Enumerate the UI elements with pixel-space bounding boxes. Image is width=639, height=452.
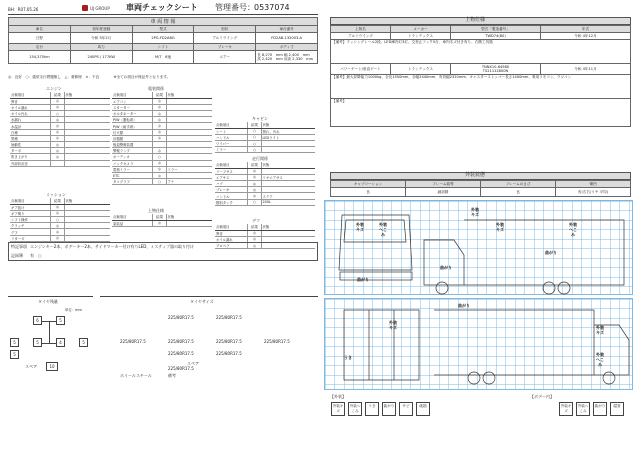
us-h-maker: メーカー <box>391 26 451 33</box>
engine-item: 黒煙 <box>10 135 50 141</box>
running-result: ◎ <box>247 193 261 199</box>
date-code: BH：R07.05.26 <box>8 7 39 12</box>
vv-shift: M/T 6速 <box>132 51 194 64</box>
vh-mileage: 走行 <box>9 44 71 51</box>
exterior-table <box>330 180 631 197</box>
electric-result: ○ <box>152 154 166 160</box>
upper-table <box>112 214 212 227</box>
tire-size-spare-label: スペア <box>187 361 199 366</box>
electric-state: ミラー <box>166 166 212 172</box>
vh-model: 型式 <box>132 26 194 33</box>
mission-table <box>10 198 110 242</box>
electric-item: 警報ランプ <box>112 148 152 154</box>
engine-row <box>10 160 110 166</box>
electric-item: P/W（助手席） <box>112 123 152 129</box>
mission-row <box>10 235 110 241</box>
electric-result: ◎ <box>152 160 166 166</box>
cabin-item: ミラー <box>215 147 247 153</box>
legend-box: 曲がり <box>593 402 607 416</box>
electric-col-state: 状態 <box>166 92 212 98</box>
mark-body-a: 曲がり <box>545 250 557 255</box>
electric-item: タコグラフ <box>112 179 152 185</box>
mark-side-c: 外装へこみ <box>596 352 604 367</box>
engine-result <box>50 160 64 166</box>
vv-first-reg: 令和 5年2月 <box>70 33 132 44</box>
running-state: リヤエアサス <box>261 174 315 180</box>
diff-result: ◎ <box>247 243 261 249</box>
mark-rear-b: うき <box>344 355 352 360</box>
running-col-state: 状態 <box>261 162 315 168</box>
electric-result: ◎ <box>152 117 166 123</box>
us-r1-maker: トランテックス <box>391 33 451 40</box>
mark-side-b: 外装キズ <box>596 325 604 335</box>
ex-h-dent: 傷凹 <box>556 181 631 188</box>
cabin-item: シート <box>215 128 247 134</box>
electric-table <box>112 92 212 185</box>
tire-size-fr: 225/80R17.5 <box>216 315 242 320</box>
upper-result: ◎ <box>152 220 166 226</box>
tire-wear-rlo: 5 <box>10 338 19 347</box>
ex-frame-rust: 良 <box>481 188 556 197</box>
cabin-title: キャビン <box>252 116 268 121</box>
electric-result: ◎ <box>152 123 166 129</box>
mission-result: ◎ <box>50 229 64 235</box>
wheel-lower-3 <box>603 372 615 384</box>
mission-result: ◎ <box>50 210 64 216</box>
tire-size-rro: 225/80R17.5 <box>264 339 290 344</box>
electric-result: ◎ <box>152 148 166 154</box>
ex-frame-bend: 細部錆 <box>406 188 481 197</box>
electric-state: アナ <box>166 179 212 185</box>
tire-size-rli: 225/80R17.5 <box>168 339 194 344</box>
cabin-state <box>261 147 315 153</box>
diff-item: プロペラ <box>215 243 247 249</box>
electric-result: ◎ <box>152 129 166 135</box>
electric-item: 電格ミラー <box>112 166 152 172</box>
electric-col-item: 点検項目 <box>112 92 152 98</box>
vv-chassis: FD2AB-132003-A <box>256 33 318 44</box>
diff-col-item: 点検項目 <box>215 224 247 230</box>
diff-col-state: 状態 <box>261 224 315 230</box>
truck-outline-svg <box>324 200 633 390</box>
cabin-result: ○ <box>247 134 261 140</box>
upper-spec-table <box>330 25 631 127</box>
tire-size-fl: 225/80R17.5 <box>168 315 194 320</box>
tire-wear-rli: 5 <box>33 338 42 347</box>
electric-row <box>112 179 212 185</box>
running-item: ブレーキ <box>215 187 247 193</box>
mark-cab-right: 外装キズ <box>471 207 479 217</box>
diff-col-result: 結果 <box>247 224 261 230</box>
upper-col-item: 点検項目 <box>112 214 152 220</box>
vv-brake: エアー <box>194 51 256 64</box>
mission-item: リターダ <box>10 235 50 241</box>
vv-mileage: 154,375km <box>9 51 71 64</box>
upper-title: 上物仕様 <box>148 208 164 213</box>
vh-name: 車名 <box>9 26 71 33</box>
record-book-label: 記録簿 <box>11 253 23 258</box>
mgmt-label: 管理番号： <box>215 3 255 12</box>
electric-item: ETC <box>112 172 152 178</box>
tire-wear-extra: 5 <box>10 350 19 359</box>
running-item: リーフサス <box>215 168 247 174</box>
legend-box: 外装へこみ <box>576 402 590 416</box>
body-rear-outline <box>344 310 419 380</box>
engine-item: 外部状況音 <box>10 160 50 166</box>
us-r2-serial: TS21112800N <box>482 69 509 73</box>
engine-item: オイル汚れ <box>10 111 50 117</box>
running-result: ◎ <box>247 181 261 187</box>
mission-item: ギア鳴り <box>10 210 50 216</box>
running-table <box>215 162 315 206</box>
cabin-row <box>215 147 315 153</box>
mark-cab-front: 外装キズ <box>356 222 364 232</box>
mission-result: ◎ <box>50 235 64 241</box>
vh-brake: ブレーキ <box>194 44 256 51</box>
ex-cab: 良 <box>331 188 406 197</box>
vh-shift: シフト <box>132 44 194 51</box>
mark-dent-a: 曲がり <box>357 277 369 282</box>
engine-item: オイル漏れ <box>10 104 50 110</box>
mission-item: ギア抜け <box>10 204 50 210</box>
running-row <box>215 199 315 205</box>
ex-dent: 有(右右/リヤ 平均) <box>556 188 631 197</box>
engine-item: 水温計 <box>10 123 50 129</box>
tire-size-spare: 225/80R17.5 <box>168 366 194 371</box>
engine-col-result: 結果 <box>50 92 64 98</box>
us-r2-maker: トランテックス <box>391 64 451 75</box>
mission-result: ◎ <box>50 204 64 210</box>
us-r2-name: パワーゲート/垂直ゲート <box>331 64 391 75</box>
us-remark-3: 【備考】 <box>331 99 631 127</box>
mark-rear-c: 曲がり <box>458 303 470 308</box>
upper-row <box>112 220 212 226</box>
tire-size-extra-2: 225/80R17.5 <box>216 351 242 356</box>
electric-item: エアコン <box>112 98 152 104</box>
mission-item: デフ <box>10 229 50 235</box>
running-item: エアサス <box>215 174 247 180</box>
running-item: ハンドル <box>215 193 247 199</box>
legend-box: 曲がり <box>382 402 396 416</box>
vv-dims-1: 長 8,270 mm 幅 2,400 mm <box>257 52 310 57</box>
diff-item: 異音 <box>215 230 247 236</box>
tire-wear-rri: 4 <box>56 338 65 347</box>
cabin-item: ワイパー <box>215 141 247 147</box>
electric-result: ◎ <box>152 104 166 110</box>
vv-shape: アルミウイング <box>194 33 256 44</box>
engine-item: ターボ <box>10 148 50 154</box>
electric-title: 電装関係 <box>148 86 164 91</box>
us-h-year: 年式 <box>541 26 631 33</box>
mission-col-state: 状態 <box>64 198 110 204</box>
mark-cab-left: 外装へこみ <box>379 222 387 237</box>
engine-title: エンジン <box>46 86 62 91</box>
brand-name: UJ GROUP <box>90 6 110 11</box>
legend-box: うき <box>365 402 379 416</box>
running-result: ◎ <box>247 168 261 174</box>
running-col-item: 点検項目 <box>215 162 247 168</box>
vehicle-info-title: 車 両 情 報 <box>9 18 318 26</box>
wheel-lower-2 <box>483 372 495 384</box>
mark-body-b: 外装へこみ <box>569 222 577 237</box>
cabin-result: ○ <box>247 128 261 134</box>
cabin-col-state: 状態 <box>261 122 315 128</box>
mark-dent-b: 曲がり <box>440 265 452 270</box>
running-state: 200L <box>261 199 315 205</box>
diff-item: オイル漏れ <box>215 236 247 242</box>
electric-item: スターター <box>112 104 152 110</box>
mark-rear: 外装キズ <box>389 320 397 330</box>
us-r1-year: 令和 4年12月 <box>541 33 631 40</box>
cab-bumper <box>340 272 412 280</box>
ex-h-frame-bend: フレーム曲等 <box>406 181 481 188</box>
engine-table <box>10 92 110 167</box>
mission-result: ◎ <box>50 223 64 229</box>
upper-spec-title: 上物仕様 <box>465 17 486 23</box>
header-rule <box>8 14 318 15</box>
upper-state <box>166 220 212 226</box>
vehicle-info-table <box>8 17 318 64</box>
electric-item: バックカメラ <box>112 160 152 166</box>
ex-h-cab: キャブコーション <box>331 181 406 188</box>
us-remark-2: 【備考】最大昇降能力1000kg、全長1550mm、全幅2440mm、有効幅2310mm、キャスターストッパー長さ1400mm、乗用リモコン、ラジコン <box>331 75 631 99</box>
running-state: ステア <box>261 193 315 199</box>
cab-windshield <box>344 220 406 242</box>
legend-box: 外装へこみ <box>348 402 362 416</box>
wheel-front <box>436 282 448 294</box>
running-result: ○ <box>247 199 261 205</box>
engine-col-state: 状態 <box>64 92 110 98</box>
electric-item: 計器類 <box>112 135 152 141</box>
cabin-state: 擦れ、汚れ <box>261 128 315 134</box>
vh-body-size: ボディ寸 <box>256 44 318 51</box>
tire-size-title-bar <box>100 296 318 297</box>
vv-dims-2: 高 2,420 mm 床高 2,330 mm <box>257 57 314 61</box>
electric-result: ◎ <box>152 98 166 104</box>
electric-result: ◎ <box>152 166 166 172</box>
legend-box: 腐食 <box>610 402 624 416</box>
vv-power: 240PS / 177KW <box>70 51 132 64</box>
running-result: ◎ <box>247 174 261 180</box>
wheel-lower-1 <box>468 372 480 384</box>
engine-result: ◎ <box>50 154 64 160</box>
mission-title: ミッション <box>46 192 66 197</box>
tire-wear-unit: 単位：mm <box>65 308 82 312</box>
legend-box: サビ <box>399 402 413 416</box>
tire-note-label: 備考 <box>168 373 176 378</box>
engine-result: ◎ <box>50 117 64 123</box>
engine-item: 吹き上がり <box>10 154 50 160</box>
electric-result: ◎ <box>152 135 166 141</box>
running-item: ハブ <box>215 181 247 187</box>
engine-result: ◎ <box>50 135 64 141</box>
tire-wear-fr: 5 <box>56 316 65 325</box>
tire-size-rri: 225/80R17.5 <box>216 339 242 344</box>
result-legend: ◎：良好 ○：通常走行問題無し △：要修理 ×：不良 ※全ての項目が保証外となります。 <box>8 75 171 79</box>
us-remark-1: 【備考】ラッシングレール2段、LED庫内灯3灯、交差止フック5台、車内木ズ付き有り、右側工具箱 <box>331 40 631 64</box>
record-book-value: 有 ○ <box>30 253 42 258</box>
us-h-model: 型式「製造番号」 <box>451 26 541 33</box>
cab-front-outline <box>339 215 412 270</box>
mission-col-result: 結果 <box>50 198 64 204</box>
vv-name: 日野 <box>9 33 71 44</box>
tire-size-extra-1: 225/80R17.5 <box>168 351 194 356</box>
legend-box: 外装キズ <box>331 402 345 416</box>
engine-state <box>64 160 110 166</box>
engine-result: ◎ <box>50 129 64 135</box>
tire-wear-title-bar <box>8 296 93 297</box>
us-r1-name: アルミウイング <box>331 33 391 40</box>
vh-power: 馬力 <box>70 44 132 51</box>
cabin-result: ○ <box>247 141 261 147</box>
engine-result: ◎ <box>50 148 64 154</box>
electric-result: ○ <box>152 179 166 185</box>
cabin-result: ○ <box>247 147 261 153</box>
electric-item: 後退警報装置 <box>112 142 152 148</box>
cab-side-outline <box>424 240 464 285</box>
engine-result: ◎ <box>50 104 64 110</box>
tire-wear-spare-label: スペア <box>25 364 37 369</box>
tire-size-rlo: 225/80R17.5 <box>120 339 146 344</box>
engine-item: 異音 <box>10 98 50 104</box>
running-result: ◎ <box>247 187 261 193</box>
electric-result: ◎ <box>152 111 166 117</box>
mission-state <box>64 235 110 241</box>
page-title: 車両チェックシート <box>126 3 198 12</box>
cabin-item: ハンドル <box>215 134 247 140</box>
diff-result: ◎ <box>247 236 261 242</box>
electric-item: P/W（運転席） <box>112 117 152 123</box>
engine-col-item: 点検項目 <box>10 92 50 98</box>
mgmt-number: 0537074 <box>254 3 290 12</box>
cabin-state: LEDライト <box>261 134 315 140</box>
electric-item: オーディオ <box>112 154 152 160</box>
running-item: 燃料タンク <box>215 199 247 205</box>
mark-body-top: 外装キズ <box>496 222 504 232</box>
wheel-rear-1 <box>543 282 555 294</box>
running-title: 走行関係 <box>252 156 268 161</box>
tire-wear-title: タイヤ残量 <box>38 299 58 304</box>
body-side-outline <box>464 220 624 285</box>
mission-col-item: 点検項目 <box>10 198 50 204</box>
legend-body-label: 【ボデー内】 <box>530 394 554 399</box>
upper-item: 架装品 <box>112 220 152 226</box>
cabin-table <box>215 122 315 153</box>
engine-result: ◎ <box>50 98 64 104</box>
special-notes-label: 特記事項 <box>11 244 27 249</box>
tire-wear-fl: 6 <box>33 316 42 325</box>
engine-result: ◎ <box>50 123 64 129</box>
electric-item: 灯火類 <box>112 129 152 135</box>
vh-first-reg: 初年度登録 <box>70 26 132 33</box>
mission-item: クラッチ <box>10 223 50 229</box>
engine-item: 水漏れ <box>10 117 50 123</box>
tire-wear-axle-rear <box>42 343 56 344</box>
mission-item: シフト操作 <box>10 217 50 223</box>
engine-item: 白煙 <box>10 129 50 135</box>
mission-result: ○ <box>50 217 64 223</box>
us-h-name: 上物名 <box>331 26 391 33</box>
us-r2-model: TNNX10-64980 <box>481 65 510 69</box>
wheel-label: ホイール <box>120 373 136 378</box>
upper-col-state: 状態 <box>166 214 212 220</box>
engine-result: ○ <box>50 111 64 117</box>
electric-result: ◎ <box>152 172 166 178</box>
diff-result: ◎ <box>247 230 261 236</box>
engine-item: 始動性 <box>10 142 50 148</box>
vv-model: 2PG-FD2ABG <box>132 33 194 44</box>
wheel-rear-2 <box>558 282 570 294</box>
body-side-lower <box>434 310 594 375</box>
vh-chassis: 車台番号 <box>256 26 318 33</box>
upper-col-result: 結果 <box>152 214 166 220</box>
tire-size-title: タイヤサイズ <box>190 299 214 304</box>
brand-logo <box>82 5 88 11</box>
cabin-col-result: 結果 <box>247 122 261 128</box>
us-r1-model: TWD74(8S) <box>451 33 541 40</box>
legend-box: 外装キズ <box>559 402 573 416</box>
exterior-title: 外装状態 <box>465 172 486 178</box>
legend-box: 破損 <box>416 402 430 416</box>
engine-result: ◎ <box>50 142 64 148</box>
tire-wear-rro: 5 <box>79 338 88 347</box>
tire-wear-spare: 10 <box>46 362 58 371</box>
wheel-value: スチール <box>136 373 152 378</box>
ex-h-frame-rust: フレームのさび <box>481 181 556 188</box>
electric-col-result: 結果 <box>152 92 166 98</box>
special-notes-text: エンジンキー2本、ボデーキー2本、サイドマーカー付け有りLED、ミスティプ器の取り付け <box>30 244 194 249</box>
running-col-result: 結果 <box>247 162 261 168</box>
diff-title: デフ <box>252 218 260 223</box>
legend-exterior-label: 【外装】 <box>330 394 346 399</box>
cabin-col-item: 点検項目 <box>215 122 247 128</box>
electric-item: オルタネーター <box>112 111 152 117</box>
vh-shape: 形状 <box>194 26 256 33</box>
us-r2-year: 令和 4年11月 <box>541 64 631 75</box>
tire-wear-shaft <box>49 321 50 343</box>
